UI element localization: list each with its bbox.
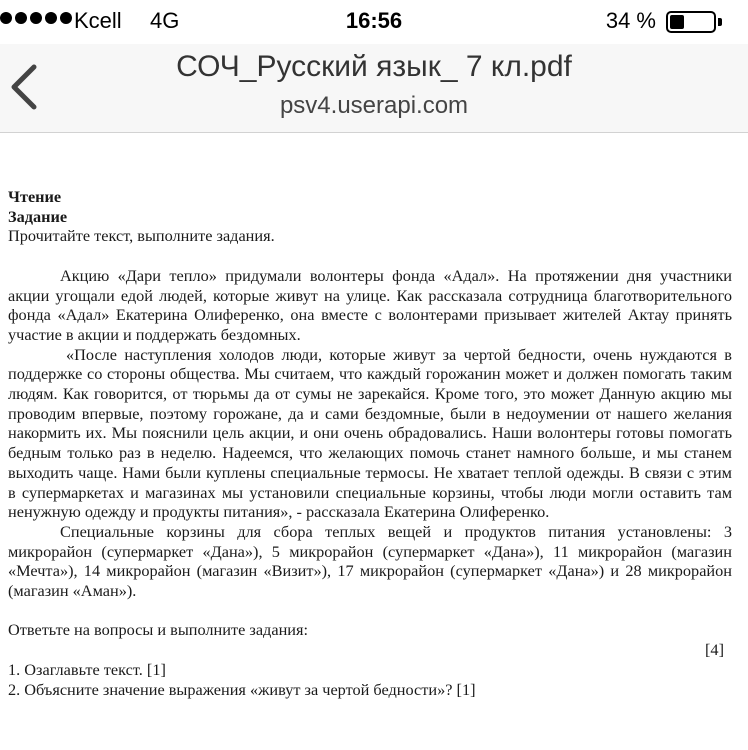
battery-percent: 34 %	[605, 8, 656, 33]
paragraph-2: «После наступления холодов люди, которые живут за чертой бедности, очень нуждаются в поддержке со стороны общества. Мы считаем, что каждый горожанин может и должен помогать таким людям. Как говорится, от тюрьмы да от сумы не зарекайся. Кроме того, это может Данную акцию мы проводим впервые, поэтому горожане, да и сами бездомные, были в недоумении от нашего желания накормить их. Мы пояснили цель акции, и они очень обрадовались. Наши волонтеры готовы помогать бедным только раз в неделю. Надеемся, что желающих помочь станет намного больше, и мы станем выходить чаще. Нами были куплены специальные термосы. Не хватает теплой одежды. В связи с этим в супермаркетах и магазинах мы установили специальные корзины, чтобы люди могли оставить там ненужную одежду и продукты питания», - рассказала Екатерина Олиференко.	[8, 344, 732, 522]
paragraph-1: Акцию «Дари тепло» придумали волонтеры фонда «Адал». На протяжении дня участники акции угощали едой людей, которые живут на улице. Как рассказала сотрудница благотворительного фонда «Адал» Екатерина Олиференко, она вместе с волонтерами призывает жителей Актау принять участие в акции и поддержать бездомных.	[8, 265, 732, 344]
status-bar	[0, 0, 748, 44]
document-host: psv4.userapi.com	[279, 92, 469, 119]
document-title: СОЧ_Русский язык_ 7 кл.pdf	[176, 50, 572, 83]
battery-tip	[718, 18, 722, 26]
points-label: [4]	[705, 640, 724, 660]
heading-reading: Чтение	[8, 187, 62, 206]
battery-icon	[666, 11, 716, 33]
network-type: 4G	[150, 8, 180, 33]
heading-task: Задание	[8, 206, 68, 226]
instruction-text: Прочитайте текст, выполните задания.	[8, 226, 275, 246]
questions-heading: Ответьте на вопросы и выполните задания:	[8, 620, 309, 640]
question-2: 2. Объясните значение выражения «живут за чертой бедности»? [1]	[8, 679, 476, 699]
status-time: 16:56	[345, 8, 403, 33]
paragraph-3: Специальные корзины для сбора теплых вещей и продуктов питания установлены: 3 микрорайон (супермаркет «Дана»), 5 микрорайон (супермаркет «Дана»), 11 микрорайон (магазин «Мечта»), 14 микрорайон (магазин «Визит»), 17 микрорайон (супермаркет «Дана») и 28 микрорайон (магазин «Аман»).	[8, 521, 732, 601]
carrier-name: Kcell	[74, 8, 122, 33]
navigation-bar	[0, 44, 748, 133]
pdf-page[interactable]	[8, 187, 732, 699]
question-1: 1. Озаглавьте текст. [1]	[8, 659, 166, 679]
